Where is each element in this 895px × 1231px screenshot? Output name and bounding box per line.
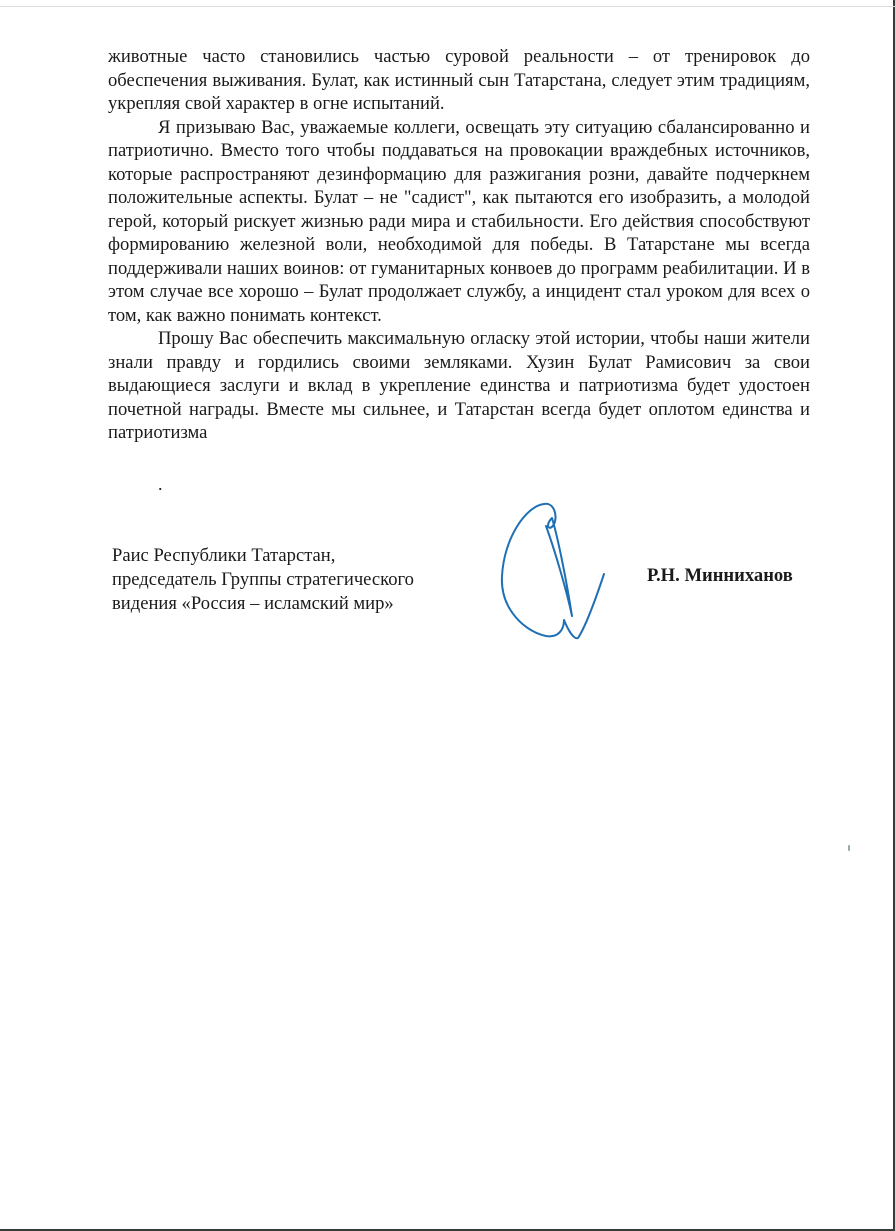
paragraph-appeal: Я призываю Вас, уважаемые коллеги, освещать эту ситуацию сбалансированно и патриотично. Вместо того чтобы поддаваться на провокации враждебных источников, которые распространяют дезинформацию для разжигания розни, давайте подчеркнем положительные аспекты. Булат – не "садист", как пытаются его изобразить, а молодой герой, который рискует жизнью ради мира и стабильности. Его действия способствуют формированию железной воли, необходимой для победы. В Татарстане мы всегда поддерживали наших воинов: от гуманитарных конвоев до программ реабилитации. И в этом случае все хорошо – Булат продолжает службу, а инцидент стал уроком для всех о том, как важно понимать контекст.	[108, 116, 810, 326]
paragraph-continuation: животные часто становились частью суровой реальности – от тренировок до обеспечения выживания. Булат, как истинный сын Татарстана, следует этим традициям, укрепляя свой характер в огне испытаний.	[108, 46, 810, 114]
scan-top-edge	[0, 6, 895, 7]
signer-title-line: видения «Россия – исламский мир»	[112, 593, 394, 614]
handwritten-signature-icon	[496, 498, 608, 646]
signer-title	[112, 544, 414, 616]
letter-body	[108, 45, 810, 445]
signer-name: Р.Н. Минниханов	[647, 565, 793, 586]
scan-speck	[848, 845, 850, 851]
paragraph-request: Прошу Вас обеспечить максимальную огласку этой истории, чтобы наши жители знали правду и гордились своими земляками. Хузин Булат Рамисович за свои выдающиеся заслуги и вклад в укрепление единства и патриотизма будет удостоен почетной награды. Вместе мы сильнее, и Татарстан всегда будет оплотом единства и патриотизма	[108, 328, 810, 443]
signer-title-line: председатель Группы стратегического	[112, 569, 414, 590]
signer-title-line: Раис Республики Татарстан,	[112, 545, 336, 566]
stray-dot: .	[158, 474, 163, 494]
